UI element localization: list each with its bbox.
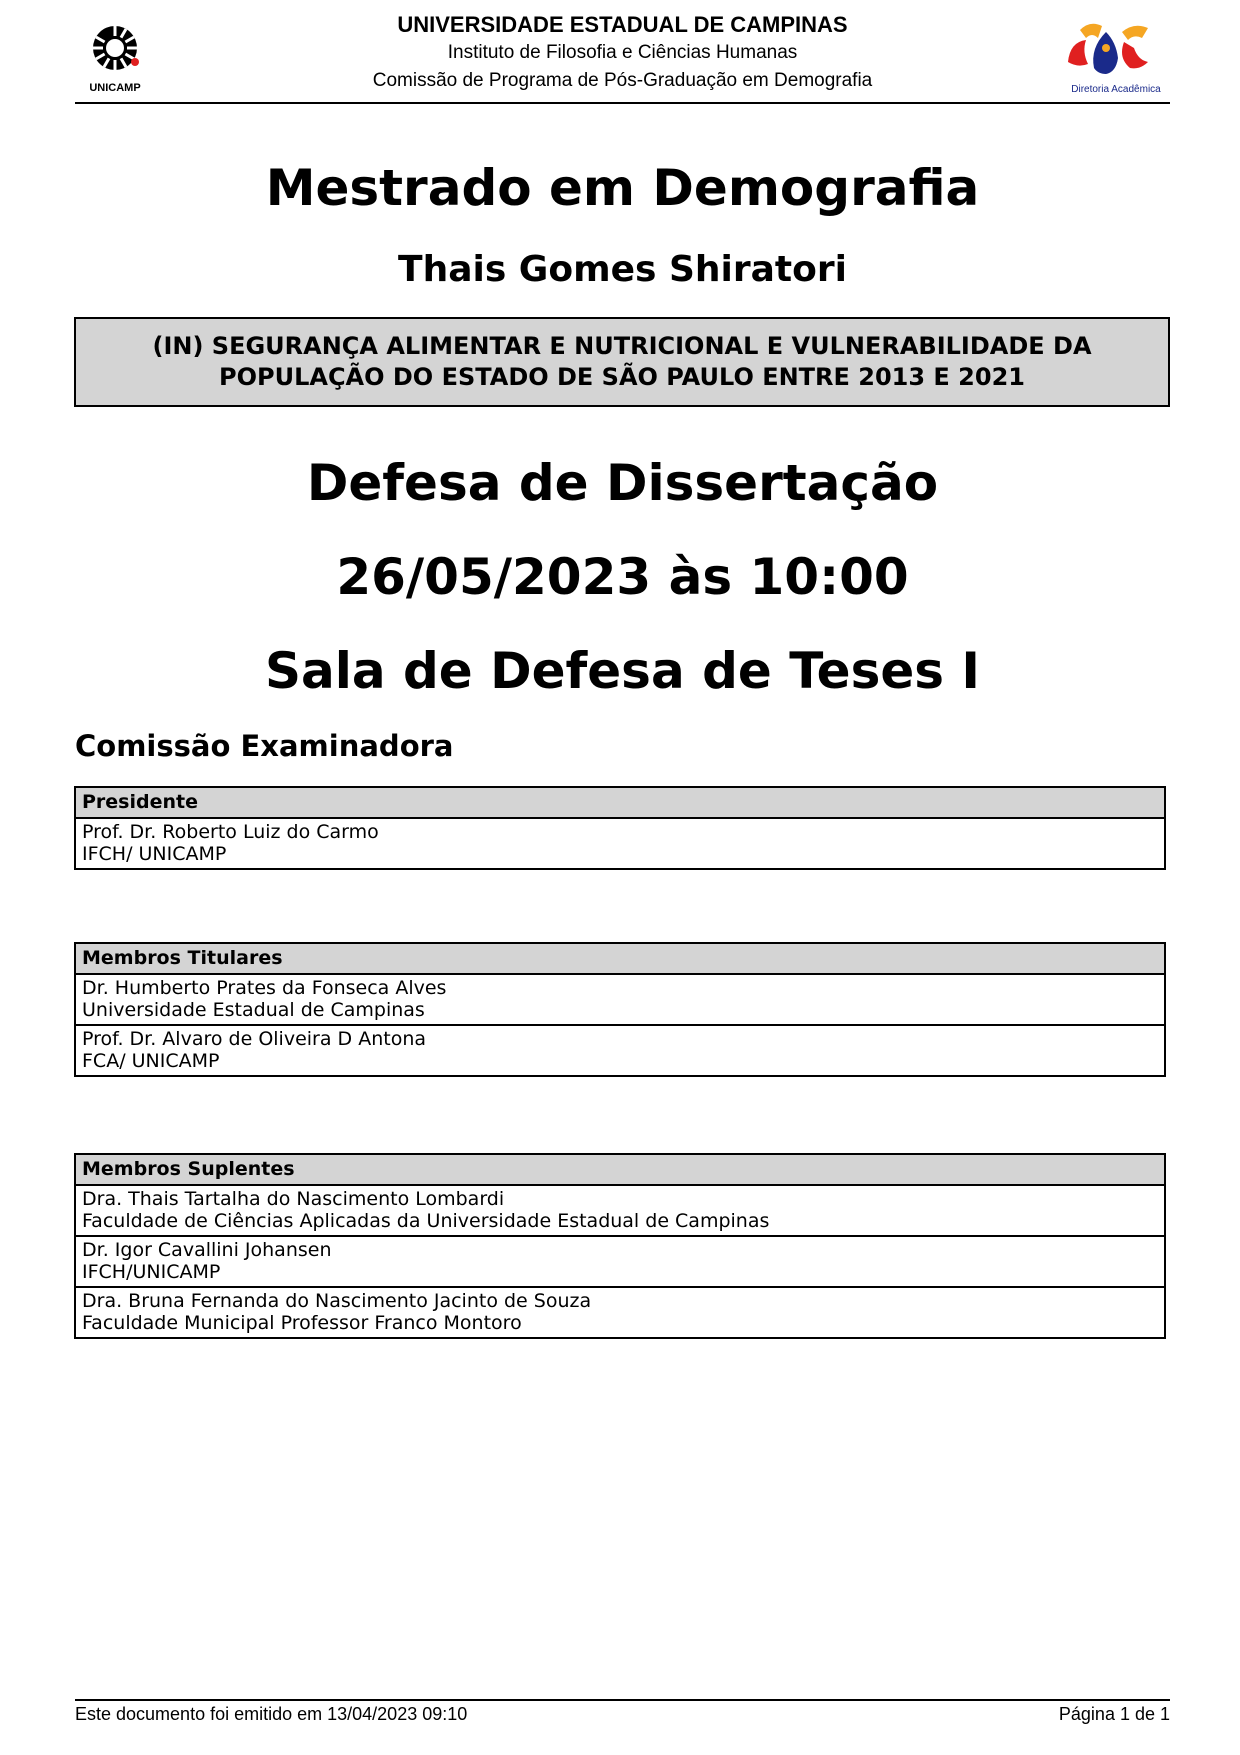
defense-datetime: 26/05/2023 às 10:00 xyxy=(336,548,909,606)
thesis-title xyxy=(76,319,1168,393)
svg-text:UNICAMP: UNICAMP xyxy=(89,82,141,94)
thesis-title-line-1: (IN) SEGURANÇA ALIMENTAR E NUTRICIONAL E VULNERABILIDADE DA xyxy=(152,332,1092,360)
institute-name: Instituto de Filosofia e Ciências Humanas xyxy=(447,42,798,63)
table-header: Presidente xyxy=(76,788,1164,819)
table-header: Membros Titulares xyxy=(76,944,1164,975)
member-affiliation: FCA/ UNICAMP xyxy=(82,1050,220,1072)
member-name: Dra. Bruna Fernanda do Nascimento Jacinto de Souza xyxy=(82,1290,592,1312)
table-row xyxy=(76,1186,1164,1237)
document-header xyxy=(75,10,1170,104)
member-affiliation: IFCH/ UNICAMP xyxy=(82,843,227,865)
table-row xyxy=(76,1026,1164,1075)
document-footer xyxy=(75,1699,1170,1724)
table-header: Membros Suplentes xyxy=(76,1155,1164,1186)
member-affiliation: Faculdade Municipal Professor Franco Montoro xyxy=(82,1312,522,1334)
table-row xyxy=(76,975,1164,1026)
member-name: Prof. Dr. Roberto Luiz do Carmo xyxy=(82,821,379,843)
commission-name: Comissão de Programa de Pós-Graduação em Demografia xyxy=(372,70,873,91)
student-name: Thais Gomes Shiratori xyxy=(398,249,847,290)
member-name: Dr. Igor Cavallini Johansen xyxy=(82,1239,332,1261)
alternates-table xyxy=(74,1153,1166,1339)
header-text-block xyxy=(75,10,1170,95)
thesis-title-box xyxy=(74,317,1170,407)
defense-room: Sala de Defesa de Teses I xyxy=(264,642,981,700)
member-affiliation: Faculdade de Ciências Aplicadas da Universidade Estadual de Campinas xyxy=(82,1210,770,1232)
diretoria-academica-logo xyxy=(1060,18,1170,98)
member-name: Dr. Humberto Prates da Fonseca Alves xyxy=(82,977,447,999)
member-affiliation: Universidade Estadual de Campinas xyxy=(82,999,425,1021)
program-title: Mestrado em Demografia xyxy=(265,159,980,217)
member-name: Dra. Thais Tartalha do Nascimento Lombardi xyxy=(82,1188,505,1210)
issued-timestamp: Este documento foi emitido em 13/04/2023 09:10 xyxy=(75,1704,468,1724)
president-table xyxy=(74,786,1166,870)
member-name: Prof. Dr. Alvaro de Oliveira D Antona xyxy=(82,1028,427,1050)
svg-text:Diretoria Acadêmica: Diretoria Acadêmica xyxy=(1071,84,1161,95)
member-affiliation: IFCH/UNICAMP xyxy=(82,1261,221,1283)
table-row xyxy=(76,819,1164,868)
page-number: Página 1 de 1 xyxy=(1058,1704,1170,1724)
table-row xyxy=(76,1288,1164,1337)
table-row xyxy=(76,1237,1164,1288)
members-table xyxy=(74,942,1166,1077)
university-name: UNIVERSIDADE ESTADUAL DE CAMPINAS xyxy=(397,12,848,37)
committee-heading: Comissão Examinadora xyxy=(75,729,454,763)
defense-type: Defesa de Dissertação xyxy=(306,454,939,512)
thesis-title-line-2: POPULAÇÃO DO ESTADO DE SÃO PAULO ENTRE 2013 E 2021 xyxy=(219,363,1025,391)
